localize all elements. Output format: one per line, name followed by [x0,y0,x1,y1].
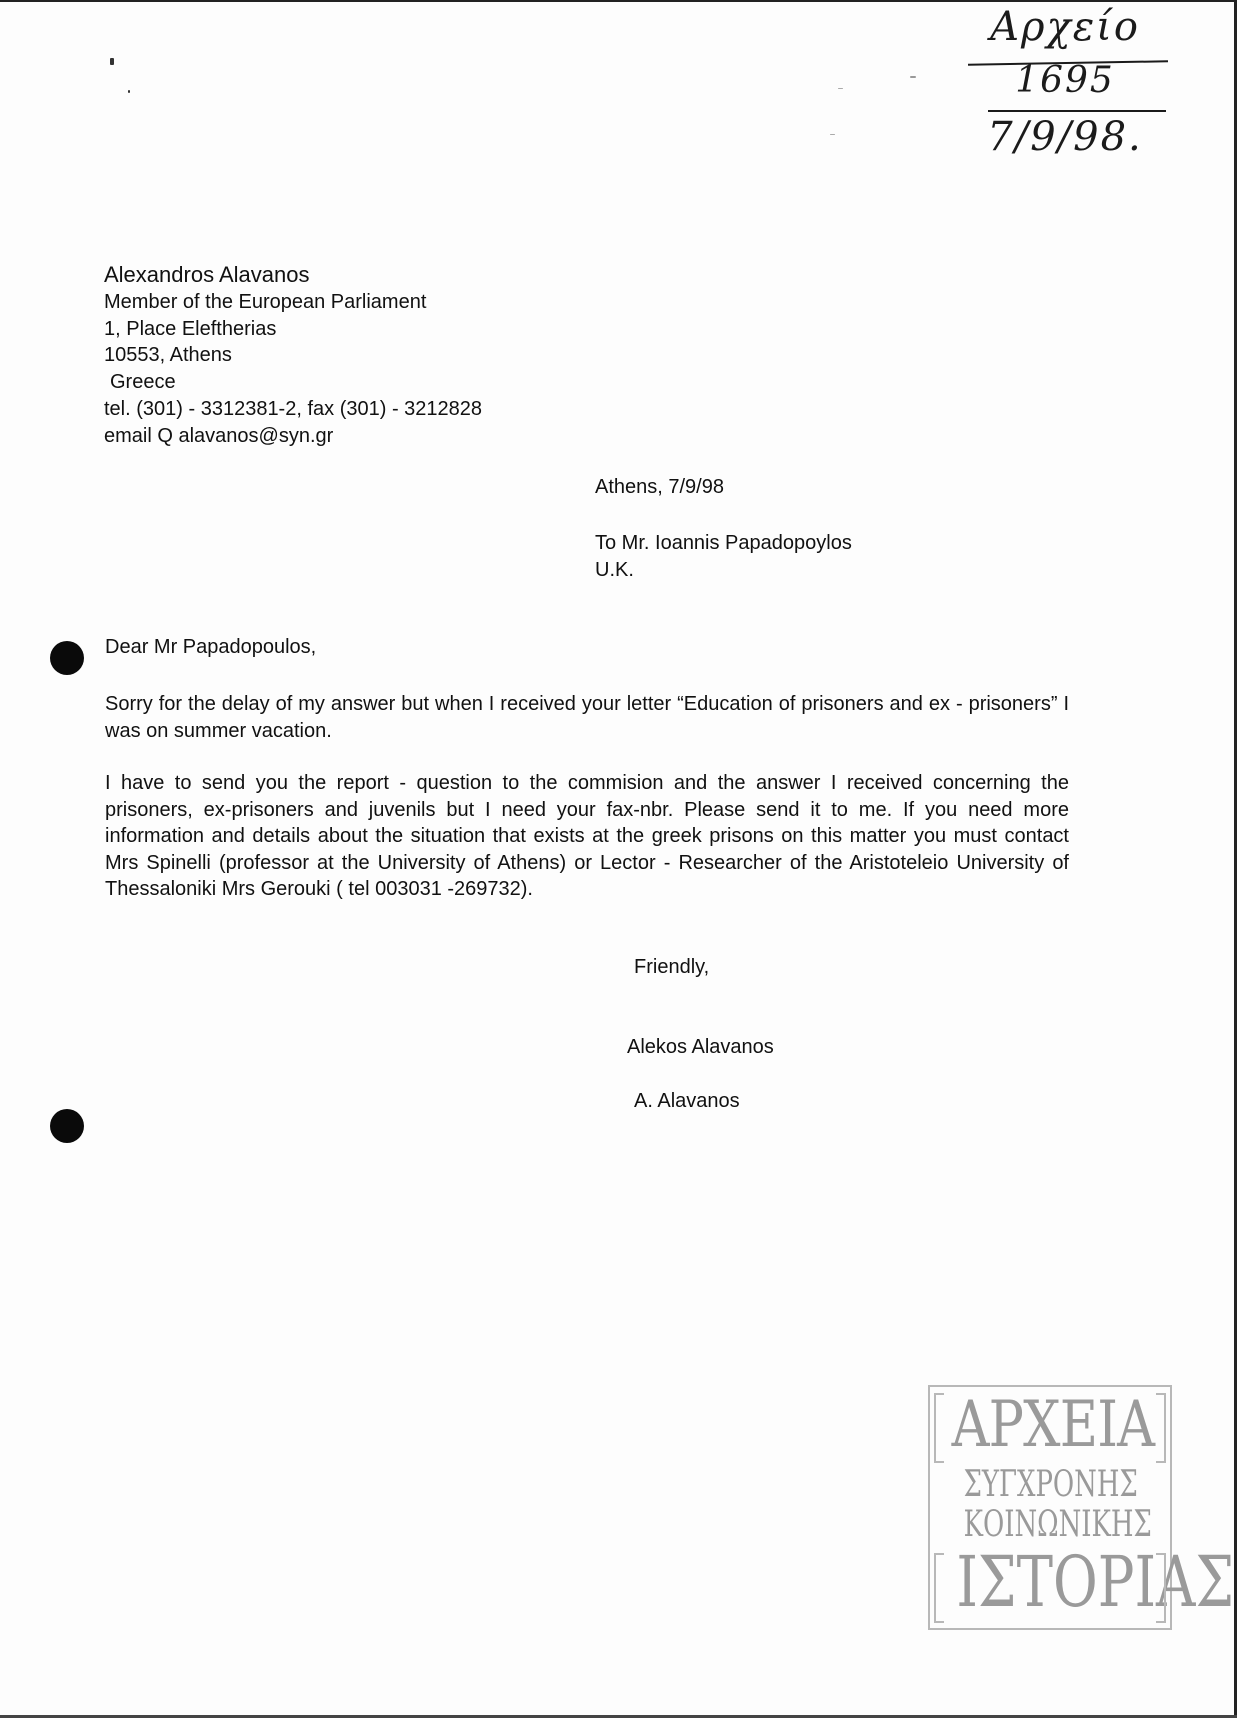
scan-speck [838,88,843,89]
punch-hole [50,641,84,675]
scan-speck [830,134,835,135]
sender-title: Member of the European Parliament [104,290,427,313]
sender-address-block [104,262,482,450]
body-paragraph: I have to send you the report - question to the commision and the answer I received concerning the prisoners, ex-prisoners and juvenils but I need your fax-nbr. Please send it to me. If you need more information and details about the situation that exists at the greek prisons on this matter you must contact Mrs Spinelli (professor at the University of Athens) or Lector - Researcher of the Aristoteleio University of Thessaloniki Mrs Gerouki ( tel 003031 -269732). [105,772,1069,900]
body-paragraph: Sorry for the delay of my answer but when I received your letter “Education of prisoners and ex - prisoners” I was on summer vacation. [105,693,1069,742]
signature-name: Alekos Alavanos [627,1036,774,1058]
sender-country: Greece [110,371,176,394]
sender-phone: tel. (301) - 3312381-2, fax (301) - 3212828 [104,397,483,420]
recipient-name: To Mr. Ioannis Papadopoylos [595,532,852,554]
sender-name: Alexandros Alavanos [104,262,310,287]
handnote-archive-number: 1695 [1015,60,1115,101]
stamp-bracket [934,1393,944,1463]
handnote-archive-date: 7/9/98. [987,114,1143,160]
scan-speck [110,58,114,65]
stamp-bracket [1156,1553,1166,1623]
stamp-bracket [1156,1393,1166,1463]
recipient-block [595,530,852,584]
handwritten-archive-note [960,4,1180,164]
scan-speck [128,90,130,93]
letter-date: Athens, 7/9/98 [595,476,724,498]
sender-city: 10553, Athens [104,344,232,367]
stamp-line: ΑΡΧΕΙΑ [951,1388,1155,1462]
scan-speck [910,76,916,78]
handnote-archive-label: Αρχείο [990,4,1140,50]
handnote-underline [988,110,1166,112]
salutation: Dear Mr Papadopoulos, [105,636,317,658]
sender-street: 1, Place Eleftherias [104,317,277,340]
scan-edge-top [0,0,1237,2]
archive-stamp [928,1385,1235,1630]
stamp-bracket [934,1553,944,1623]
signature-initial: A. Alavanos [634,1090,740,1112]
sender-email: email Q alavanos@syn.gr [104,424,334,447]
recipient-country: U.K. [595,559,634,581]
stamp-line: ΣΥΓΧΡΟΝΗΣ [963,1464,1138,1505]
stamp-line: ΙΣΤΟΡΙΑΣ [956,1541,1235,1623]
closing: Friendly, [634,956,710,978]
punch-hole [50,1109,84,1143]
stamp-line: ΚΟΙΝΩΝΙΚΗΣ [963,1504,1152,1545]
